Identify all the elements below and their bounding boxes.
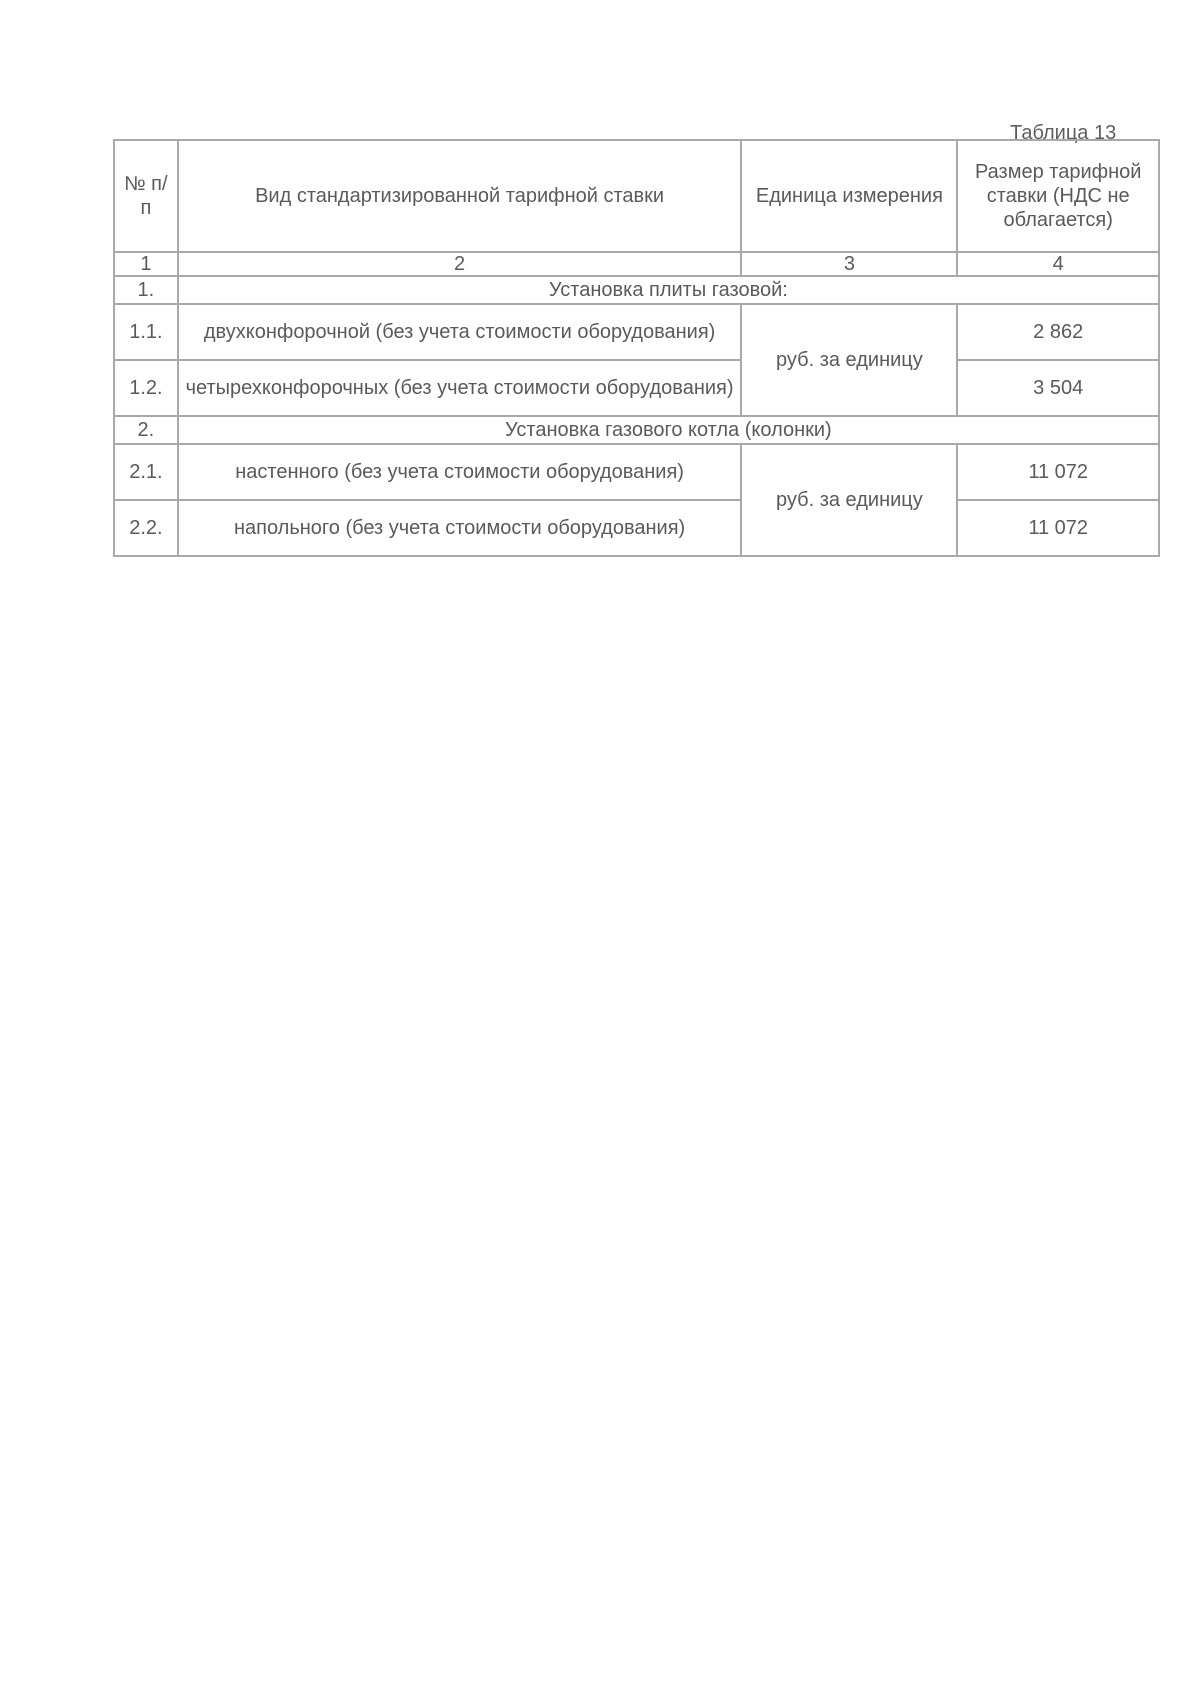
item-number: 2.2. [114,500,178,556]
table-row [114,360,1159,416]
section-number: 1. [114,276,178,304]
section-title: Установка газового котла (колонки) [178,416,1159,444]
header-unit: Единица измерения [741,140,957,252]
item-number: 1.2. [114,360,178,416]
column-number: 3 [741,252,957,276]
header-rate-size: Размер тарифной ставки (НДС не облагается) [957,140,1159,252]
section-title: Установка плиты газовой: [178,276,1159,304]
item-value: 2 862 [957,304,1159,360]
table-row [114,500,1159,556]
item-name: настенного (без учета стоимости оборудования) [178,444,742,500]
header-rate-type: Вид стандартизированной тарифной ставки [178,140,742,252]
item-value: 11 072 [957,500,1159,556]
item-number: 1.1. [114,304,178,360]
table-row [114,304,1159,360]
table-caption: Таблица 13 [1010,122,1117,144]
column-number: 1 [114,252,178,276]
column-number: 4 [957,252,1159,276]
item-name: четырехконфорочных (без учета стоимости оборудования) [178,360,742,416]
column-number: 2 [178,252,742,276]
item-name: двухконфорочной (без учета стоимости оборудования) [178,304,742,360]
item-name: напольного (без учета стоимости оборудования) [178,500,742,556]
tariff-table [113,139,1160,557]
item-value: 11 072 [957,444,1159,500]
table-header-row [114,140,1159,252]
item-unit: руб. за единицу [741,304,957,416]
column-number-row [114,252,1159,276]
item-number: 2.1. [114,444,178,500]
table-row [114,444,1159,500]
item-value: 3 504 [957,360,1159,416]
section-number: 2. [114,416,178,444]
header-number: № п/п [114,140,178,252]
section-row [114,276,1159,304]
item-unit: руб. за единицу [741,444,957,556]
section-row [114,416,1159,444]
